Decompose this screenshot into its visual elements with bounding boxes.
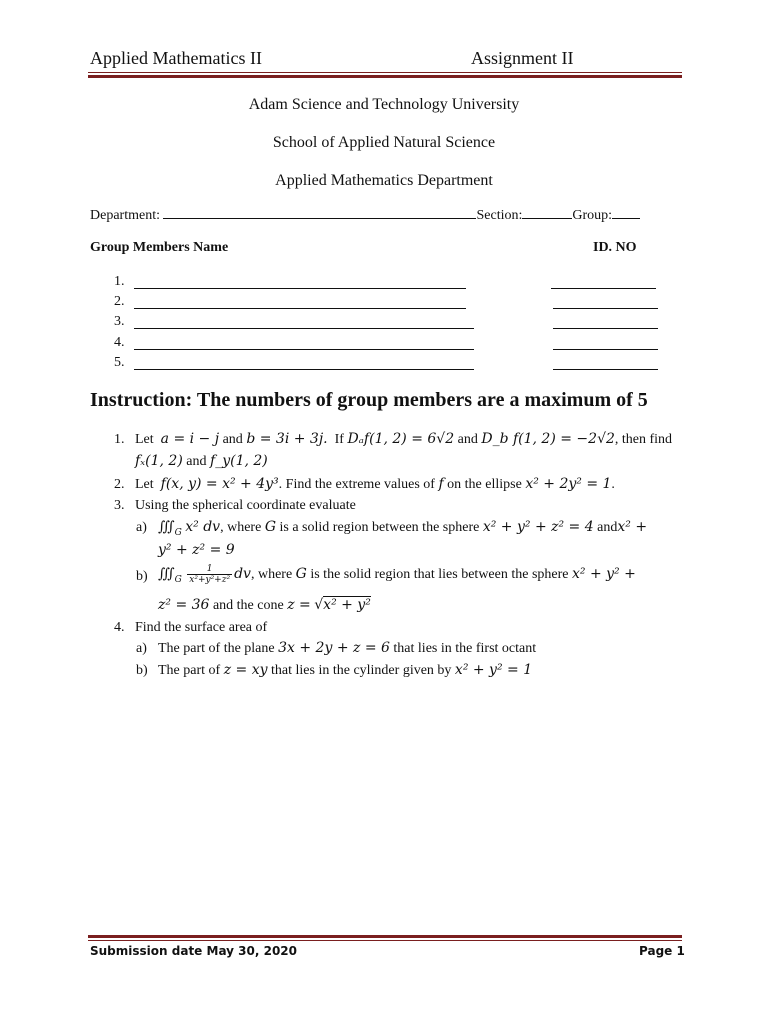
q1-text: and: [222, 432, 243, 447]
q3a-g: G: [264, 519, 276, 535]
header-assignment: Assignment II: [471, 48, 574, 68]
q3b-denominator: x²+y²+z²: [189, 575, 231, 586]
member-row: [114, 355, 125, 371]
q4-number: 4.: [114, 620, 125, 635]
department-label: Department:: [90, 208, 160, 223]
sqrt-icon: √: [314, 597, 324, 613]
member-name-field[interactable]: [134, 276, 466, 289]
member-name-field[interactable]: [134, 296, 466, 309]
section-field[interactable]: [522, 206, 572, 219]
q3a-text: and: [597, 520, 618, 535]
question-4b: [158, 660, 532, 681]
member-row: [114, 335, 125, 351]
q1-directional-a: Dₐf(1, 2) = 6√2: [347, 431, 455, 447]
q2-f: f: [438, 476, 444, 492]
q1-fy: f_y(1, 2): [210, 453, 268, 469]
school-name: School of Applied Natural Science: [272, 134, 496, 151]
q3a-sphere1: x² + y² + z² = 4: [482, 519, 594, 535]
question-2: [135, 474, 615, 495]
q2-text: Let: [135, 477, 154, 492]
q1-text: Let: [135, 432, 154, 447]
q3b-fraction: [187, 564, 232, 585]
page-number: Page 1: [639, 944, 685, 958]
q3b-cone: z =: [287, 597, 311, 613]
group-field[interactable]: [612, 206, 640, 219]
member-name-field[interactable]: [134, 337, 474, 350]
q2-text: . Find the extreme values of: [278, 477, 435, 492]
q3b-label: b): [136, 569, 148, 584]
university-name: Adam Science and Technology University: [248, 96, 520, 113]
q3a-sphere2: x² +: [617, 519, 648, 535]
q1-vector-a: a = i − j: [160, 431, 220, 447]
q2-text: on the ellipse: [447, 477, 522, 492]
department-name: Applied Mathematics Department: [275, 172, 493, 189]
q3a-text: , where: [220, 520, 262, 535]
member-id-field[interactable]: [551, 276, 656, 289]
q3a-region: G: [174, 527, 182, 538]
q3b-text: , where: [250, 567, 293, 582]
member-row: [114, 294, 125, 310]
q2-function: f(x, y) = x² + 4y³: [160, 476, 279, 492]
id-heading: ID. NO: [593, 240, 637, 255]
member-row: [114, 274, 125, 290]
member-id-field[interactable]: [553, 296, 658, 309]
triple-integral-icon: ∭: [158, 519, 175, 535]
q4b-cylinder: x² + y² = 1: [454, 662, 533, 678]
q4b-text: The part of: [158, 663, 221, 678]
member-number: 4.: [114, 335, 125, 350]
q3b-region: G: [174, 574, 182, 585]
q4a-plane: 3x + 2y + z = 6: [278, 640, 390, 656]
q1-directional-b: D_b f(1, 2) = −2√2: [481, 431, 615, 447]
member-number: 3.: [114, 314, 125, 329]
q1-number: 1.: [114, 432, 125, 447]
q3b-sphere-cont: z² = 36: [158, 597, 210, 613]
q1-text: , then find: [614, 432, 673, 447]
member-number: 5.: [114, 355, 125, 370]
q3a-integrand: x² dv: [185, 519, 221, 535]
q1-text: and: [186, 454, 207, 469]
q3b-dv: dv: [234, 566, 251, 582]
q4b-label: b): [136, 663, 148, 678]
q3b-g: G: [295, 566, 307, 582]
question-1: [135, 429, 680, 450]
group-label: Group:: [572, 208, 613, 223]
section-label: Section:: [476, 208, 523, 223]
q3a-label: a): [136, 520, 147, 535]
instruction-heading: Instruction: The numbers of group members are a maximum of 5: [90, 389, 648, 411]
q4b-surface: z = xy: [223, 662, 268, 678]
member-name-field[interactable]: [134, 357, 474, 370]
department-row: [90, 206, 640, 224]
member-number: 2.: [114, 294, 125, 309]
triple-integral-icon: ∭: [158, 566, 175, 582]
q4b-text: that lies in the cylinder given by: [271, 663, 452, 678]
header-rule: [88, 72, 682, 79]
q2-ellipse: x² + 2y² = 1: [525, 476, 612, 492]
member-number: 1.: [114, 274, 125, 289]
question-3: Using the spherical coordinate evaluate: [135, 498, 356, 513]
question-4: Find the surface area of: [135, 620, 268, 635]
q3b-text: is the solid region that lies between the sphere: [310, 567, 569, 582]
question-1-cont: [135, 451, 268, 472]
q3a-text: is a solid region between the sphere: [279, 520, 480, 535]
q3-number: 3.: [114, 498, 125, 513]
q3b-sphere: x² + y² +: [572, 566, 636, 582]
q1-text: If: [334, 432, 344, 447]
q1-text: and: [457, 432, 478, 447]
q4a-text: The part of the plane: [158, 641, 275, 656]
question-4a: [158, 638, 536, 659]
member-name-field[interactable]: [134, 316, 474, 329]
q4a-text: that lies in the first octant: [393, 641, 537, 656]
member-row: [114, 314, 125, 330]
q3b-numerator: 1: [187, 564, 232, 575]
member-id-field[interactable]: [553, 357, 658, 370]
q2-number: 2.: [114, 477, 125, 492]
q1-fx: fₓ(1, 2): [135, 453, 183, 469]
question-3b: [158, 558, 636, 590]
q3a-sphere2-cont: y² + z² = 9: [158, 542, 235, 558]
q3b-sqrt-arg: x² + y²: [323, 597, 371, 613]
q1-vector-b: b = 3i + 3j.: [246, 431, 328, 447]
submission-date: Submission date May 30, 2020: [90, 944, 297, 958]
member-id-field[interactable]: [553, 316, 658, 329]
members-heading: Group Members Name: [90, 240, 229, 255]
question-3b-cont: [158, 595, 371, 616]
q2-text: .: [611, 477, 615, 492]
member-id-field[interactable]: [553, 337, 658, 350]
department-field[interactable]: [163, 206, 476, 219]
footer-rule: [88, 935, 682, 942]
header-title: Applied Mathematics II: [90, 48, 262, 68]
q4a-label: a): [136, 641, 147, 656]
q3b-text: and the cone: [212, 598, 284, 613]
